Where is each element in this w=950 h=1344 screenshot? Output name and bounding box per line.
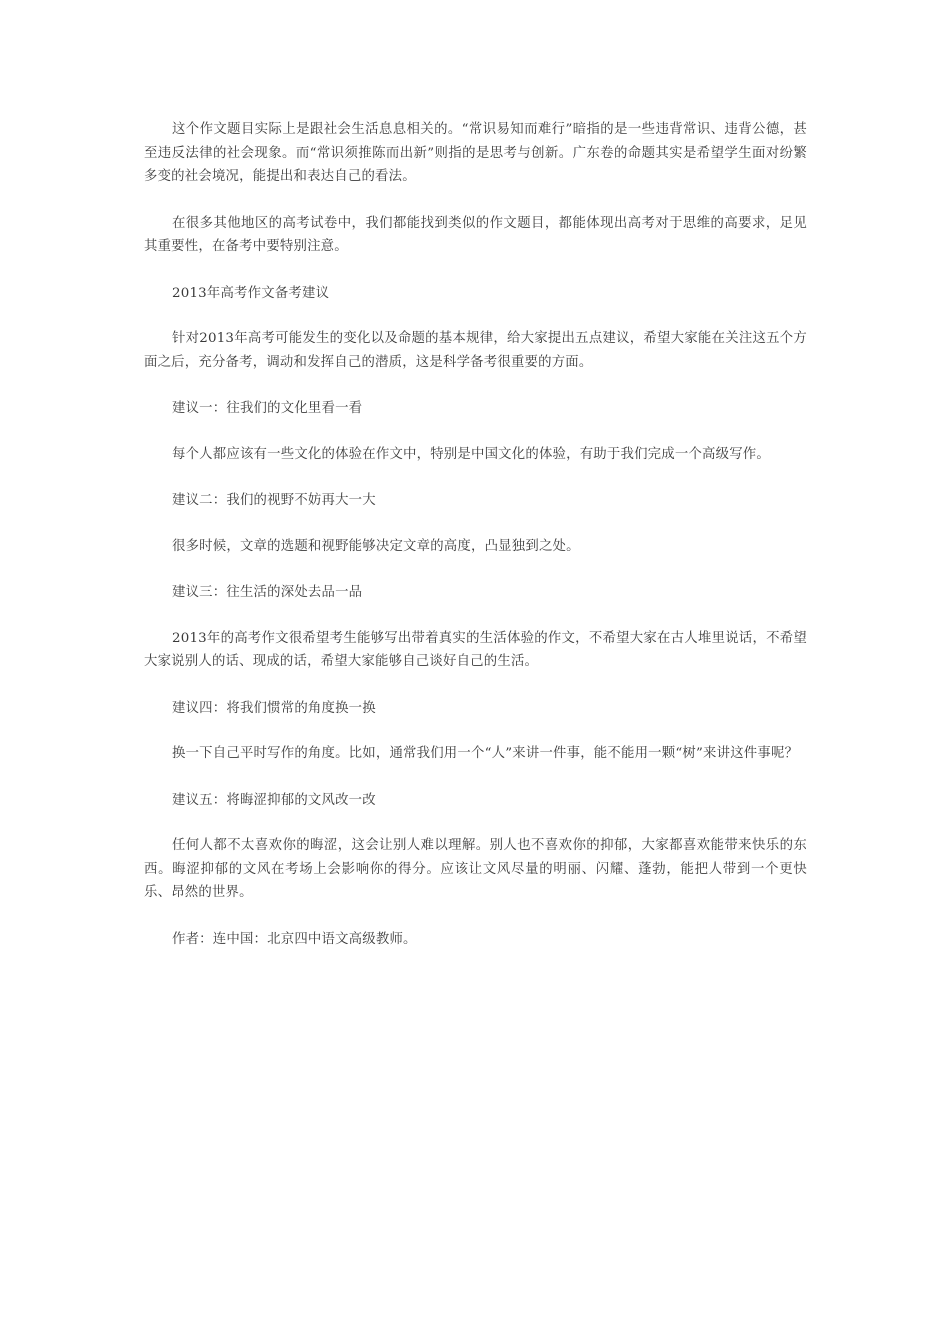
paragraph-intro: 这个作文题目实际上是跟社会生活息息相关的。“常识易知而难行”暗指的是一些违背常识、违背公德，甚至违反法律的社会现象。而“常识须推陈而出新”则指的是思考与创新。广东卷的命题其实是希望学生面对纷繁多变的社会境况，能提出和表达自己的看法。 (144, 122, 807, 184)
suggestion-4-title: 建议四：将我们惯常的角度换一换 (172, 700, 376, 716)
suggestion-2-title: 建议二：我们的视野不妨再大一大 (172, 493, 376, 508)
suggestion-4-body: 换一下自己平时写作的角度。比如，通常我们用一个“人”来讲一件事，能不能用一颗“树”来讲这件事呢？ (172, 746, 799, 761)
paragraph-importance: 在很多其他地区的高考试卷中，我们都能找到类似的作文题目，都能体现出高考对于思维的高要求，足见其重要性，在备考中要特别注意。 (144, 215, 807, 254)
suggestion-1-body: 每个人都应该有一些文化的体验在作文中，特别是中国文化的体验，有助于我们完成一个高级写作。 (172, 446, 770, 462)
suggestion-5-title: 建议五：将晦涩抑郁的文风改一改 (172, 792, 376, 808)
suggestion-5-body: 任何人都不太喜欢你的晦涩，这会让别人难以理解。别人也不喜欢你的抑郁，大家都喜欢能带来快乐的东西。晦涩抑郁的文风在考场上会影响你的得分。应该让文风尽量的明丽、闪耀、蓬勃，能把人带到一个更快乐、昂然的世界。 (144, 838, 807, 900)
paragraph-overview: 针对2013年高考可能发生的变化以及命题的基本规律，给大家提出五点建议，希望大家能在关注这五个方面之后，充分备考，调动和发挥自己的潜质，这是科学备考很重要的方面。 (144, 331, 807, 370)
suggestion-1-title: 建议一：往我们的文化里看一看 (172, 401, 363, 416)
suggestion-3-title: 建议三：往生活的深处去品一品 (172, 585, 363, 600)
document-body (144, 118, 807, 974)
suggestion-2-body: 很多时候，文章的选题和视野能够决定文章的高度，凸显独到之处。 (172, 538, 580, 554)
section-heading: 2013年高考作文备考建议 (172, 285, 330, 301)
suggestion-3-body: 2013年的高考作文很希望考生能够写出带着真实的生活体验的作文，不希望大家在古人堆里说话，不希望大家说别人的话、现成的话，希望大家能够自己谈好自己的生活。 (144, 630, 807, 669)
author-line: 作者：连中国：北京四中语文高级教师。 (172, 931, 417, 947)
